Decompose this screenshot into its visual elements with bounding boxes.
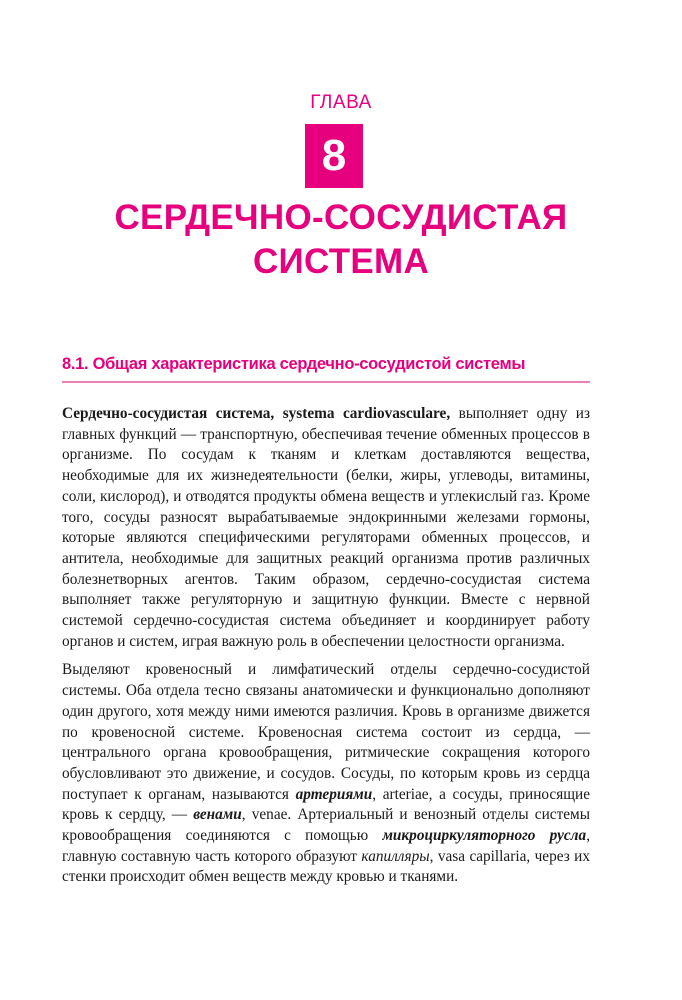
- paragraph-2-part-2: , arteriae, а сосуды, приносящие кровь к сердцу, —: [62, 785, 591, 824]
- paragraph-2: [62, 660, 590, 888]
- paragraph-1-text: выполняет одну из главных функций — транспортную, обеспечивая течение обменных процессов в организме. По сосудам к тканям и клеткам доставляются вещества, необходимые для их жизнедеятельности (белки, жиры, углеводы, витамины, соли, кислород), и отводятся продукты обмена веществ и углекислый газ. Кроме того, сосуды разносят вырабатываемые эндокринными железами гормоны, которые являются специфическими регуляторами обменных процессов, и антитела, необходимые для защитных реакций организма против различных болезнетворных агентов. Таким образом, сердечно-сосудистая система выполняет также регуляторную и защитную функции. Вместе с нервной системой сердечно-сосудистая система объединяет и координирует работу органов и систем, играя важную роль в обеспечении целостности организма.: [62, 405, 590, 650]
- section-divider: [62, 381, 590, 383]
- paragraph-1-lead: Сердечно-сосудистая система, systema cardiovasculare,: [62, 405, 451, 422]
- chapter-title-line-1: СЕРДЕЧНО-СОСУДИСТАЯ: [114, 198, 568, 237]
- paragraph-1: [62, 404, 590, 652]
- paragraph-2-part-3: , venae. Артериальный и венозный отделы системы кровообращения соединяются с помощью: [62, 806, 590, 845]
- term-microcirculatory-bed: микроциркуляторного русла: [382, 827, 587, 845]
- term-capillaries: капилляры: [361, 847, 430, 865]
- body-text: [62, 404, 590, 888]
- term-arteries: артериями: [295, 785, 373, 803]
- chapter-number-badge: [305, 124, 363, 188]
- chapter-title: [0, 196, 682, 284]
- section-heading: 8.1. Общая характеристика сердечно-сосудистой системы: [62, 355, 526, 373]
- chapter-label: ГЛАВА: [310, 92, 372, 113]
- chapter-title-line-2: СИСТЕМА: [252, 242, 430, 281]
- term-veins: венами: [193, 806, 242, 824]
- paragraph-2-part-5: , vasa capillaria, через их стенки происходит обмен веществ между кровью и тканями.: [62, 847, 591, 886]
- paragraph-2-part-1: Выделяют кровеносный и лимфатический отделы сердечно-сосудистой системы. Оба отдела тесно связаны анатомически и функционально дополняют один другого, хотя между ними имеются различия. Кровь в организме движется по кровеносной системе. Кровеносная система состоит из сердца, — центрального органа кровообращения, ритмические сокращения которого обусловливают это движение, и сосудов. Сосуды, по которым кровь из сердца поступает к органам, называются: [62, 661, 590, 803]
- paragraph-2-part-4: , главную составную часть которого образуют: [62, 827, 591, 865]
- chapter-number: 8: [321, 131, 347, 180]
